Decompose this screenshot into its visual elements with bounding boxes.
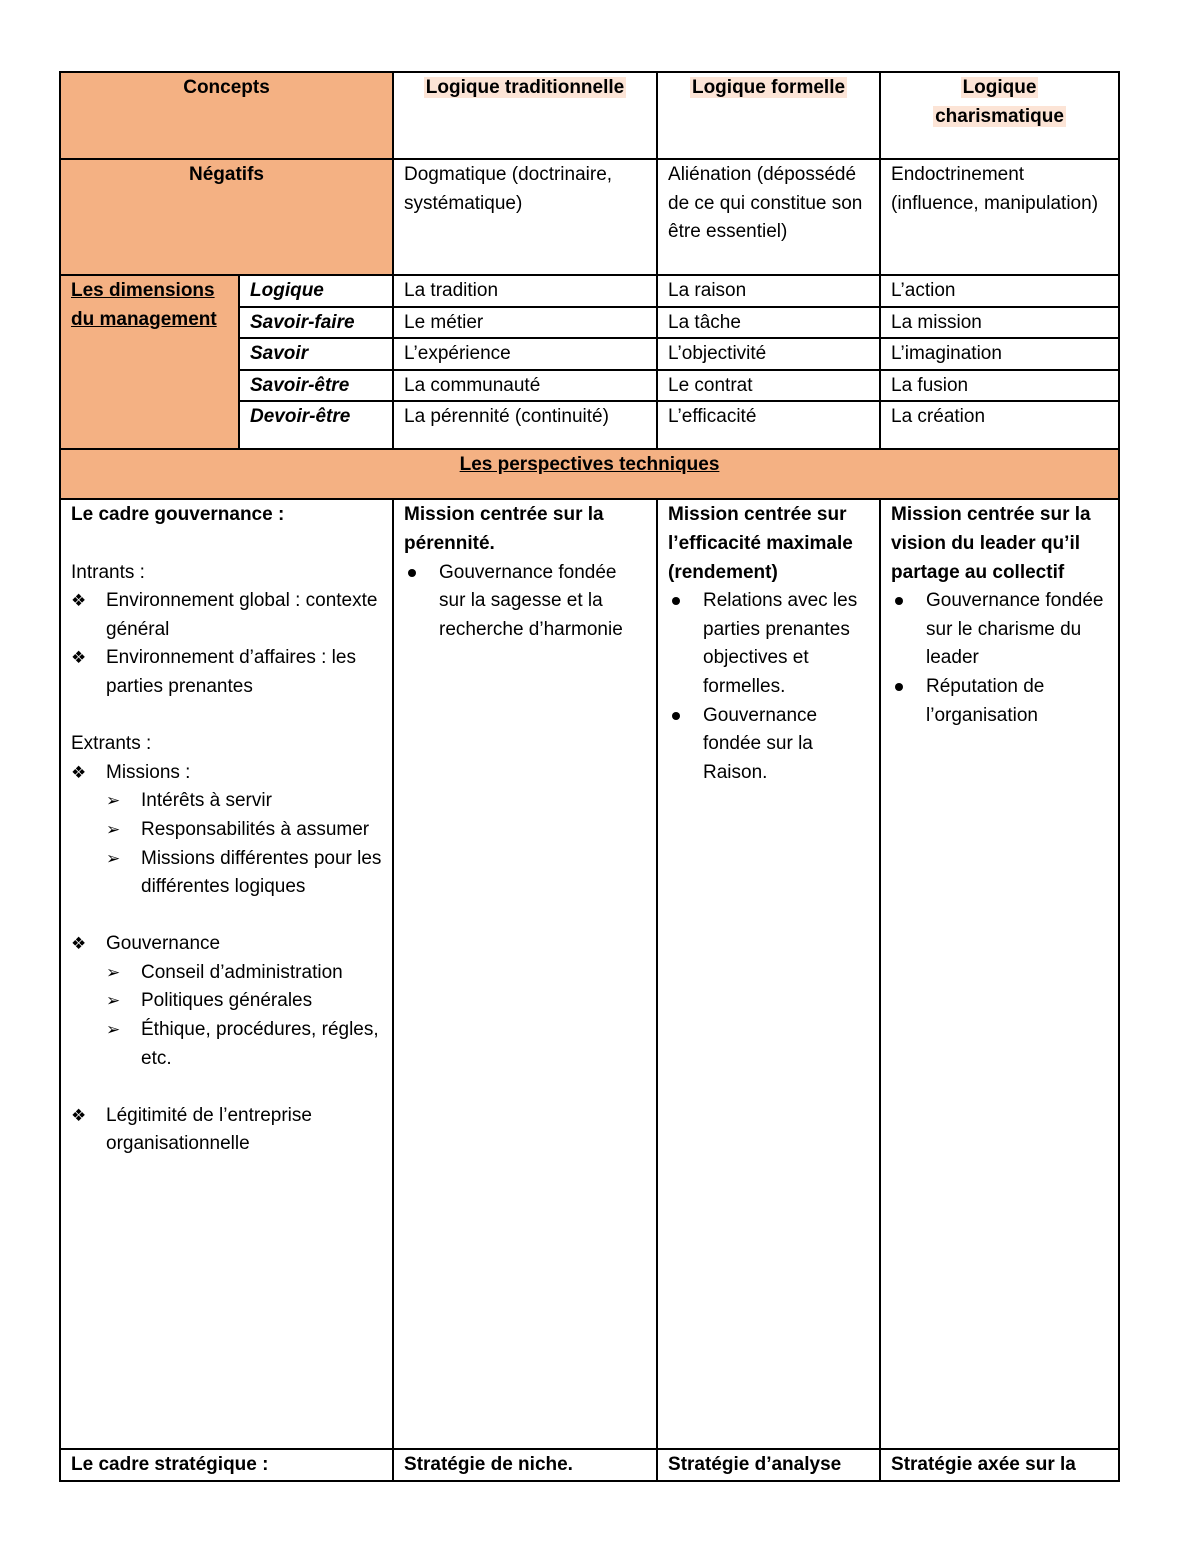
list-item: ❖ Gouvernance ➢ Conseil d’administration ➢ Politiques générales ➢ Éthique, procédures, régles, etc. — [71, 930, 382, 1073]
mission-title: Mission centrée sur la pérennité. — [404, 504, 604, 554]
list-item: ➢ Intérêts à servir — [106, 787, 382, 816]
dimension-formal: La raison — [657, 275, 880, 307]
list-item: ➢ Missions différentes pour les différentes logiques — [106, 845, 382, 902]
gouvernance-title: Le cadre gouvernance : — [71, 504, 285, 526]
arrow-bullet-icon: ➢ — [106, 848, 121, 868]
diamond-bullet-icon: ❖ — [71, 1105, 87, 1125]
gouvernance-traditional — [393, 499, 657, 1449]
negatifs-charismatic: Endoctrinement (influence, manipulation) — [880, 159, 1119, 275]
bullet-icon — [672, 712, 680, 720]
diamond-bullet-icon: ❖ — [71, 934, 87, 954]
dimension-charismatic: La fusion — [880, 370, 1119, 402]
bullet-icon — [895, 683, 903, 691]
management-logics-table — [59, 71, 1120, 1482]
dimension-row — [60, 275, 1119, 307]
mission-title: Mission centrée sur l’efficacité maximale (rendement) — [668, 504, 853, 583]
dimension-charismatic: La mission — [880, 307, 1119, 339]
strategique-title: Le cadre stratégique : — [60, 1449, 393, 1481]
diamond-bullet-icon: ❖ — [71, 762, 87, 782]
arrow-bullet-icon: ➢ — [106, 962, 121, 982]
arrow-bullet-icon: ➢ — [106, 791, 121, 811]
list-item: ❖ Missions : ➢ Intérêts à servir ➢ Responsabilités à assumer ➢ Missions différentes pour les différentes logiques — [71, 759, 382, 902]
bullet-icon — [408, 569, 416, 577]
dimension-name: Savoir-être — [239, 370, 393, 402]
dimension-charismatic: L’imagination — [880, 338, 1119, 370]
dimension-formal: L’objectivité — [657, 338, 880, 370]
list-item: ➢ Conseil d’administration — [106, 959, 382, 988]
dimension-formal: Le contrat — [657, 370, 880, 402]
dimension-name: Savoir-faire — [239, 307, 393, 339]
list-item: Gouvernance fondée sur la sagesse et la recherche d’harmonie — [404, 559, 646, 645]
list-item: ❖ Légitimité de l’entreprise organisationnelle — [71, 1102, 382, 1159]
header-row — [60, 72, 1119, 159]
diamond-bullet-icon: ❖ — [71, 591, 87, 611]
dimension-traditional: L’expérience — [393, 338, 657, 370]
gouvernance-cell — [60, 499, 393, 1449]
list-item: ❖ Environnement d’affaires : les parties prenantes — [71, 644, 382, 701]
dimension-traditional: Le métier — [393, 307, 657, 339]
dimension-formal: L’efficacité — [657, 401, 880, 449]
arrow-bullet-icon: ➢ — [106, 819, 121, 839]
gouvernance-formal — [657, 499, 880, 1449]
extrants-label: Extrants : — [71, 733, 152, 755]
arrow-bullet-icon: ➢ — [106, 1020, 121, 1040]
negatifs-row — [60, 159, 1119, 275]
perspectives-title: Les perspectives techniques — [60, 449, 1119, 499]
dimension-name: Logique — [239, 275, 393, 307]
list-item: ➢ Responsabilités à assumer — [106, 816, 382, 845]
mission-title: Mission centrée sur la vision du leader qu’il partage au collectif — [891, 504, 1091, 583]
list-item: ➢ Éthique, procédures, régles, etc. — [106, 1016, 382, 1073]
gouvernance-row — [60, 499, 1119, 1449]
list-item: ➢ Politiques générales — [106, 987, 382, 1016]
list-item: ❖ Environnement global : contexte général — [71, 587, 382, 644]
dimension-traditional: La pérennité (continuité) — [393, 401, 657, 449]
formal-header: Logique formelle — [657, 72, 880, 159]
negatifs-label: Négatifs — [60, 159, 393, 275]
dimension-traditional: La tradition — [393, 275, 657, 307]
strategique-traditional: Stratégie de niche. — [393, 1449, 657, 1481]
dimension-charismatic: L’action — [880, 275, 1119, 307]
list-item: Gouvernance fondée sur le charisme du leader — [891, 587, 1108, 673]
list-item: Relations avec les parties prenantes objectives et formelles. — [668, 587, 869, 701]
intrants-label: Intrants : — [71, 561, 145, 583]
dimension-traditional: La communauté — [393, 370, 657, 402]
dimension-name: Savoir — [239, 338, 393, 370]
charismatic-header: Logique charismatique — [880, 72, 1119, 159]
bullet-icon — [672, 597, 680, 605]
perspectives-row — [60, 449, 1119, 499]
negatifs-formal: Aliénation (dépossédé de ce qui constitue son être essentiel) — [657, 159, 880, 275]
dimension-charismatic: La création — [880, 401, 1119, 449]
negatifs-traditional: Dogmatique (doctrinaire, systématique) — [393, 159, 657, 275]
strategique-charismatic: Stratégie axée sur la — [880, 1449, 1119, 1481]
strategique-formal: Stratégie d’analyse — [657, 1449, 880, 1481]
traditional-header: Logique traditionnelle — [393, 72, 657, 159]
strategique-row — [60, 1449, 1119, 1481]
dimensions-label: Les dimensions du management — [60, 275, 239, 449]
list-item: Réputation de l’organisation — [891, 673, 1108, 730]
bullet-icon — [895, 597, 903, 605]
list-item: Gouvernance fondée sur la Raison. — [668, 702, 869, 788]
diamond-bullet-icon: ❖ — [71, 648, 87, 668]
concepts-header: Concepts — [60, 72, 393, 159]
dimension-name: Devoir-être — [239, 401, 393, 449]
dimension-formal: La tâche — [657, 307, 880, 339]
gouvernance-charismatic — [880, 499, 1119, 1449]
arrow-bullet-icon: ➢ — [106, 991, 121, 1011]
